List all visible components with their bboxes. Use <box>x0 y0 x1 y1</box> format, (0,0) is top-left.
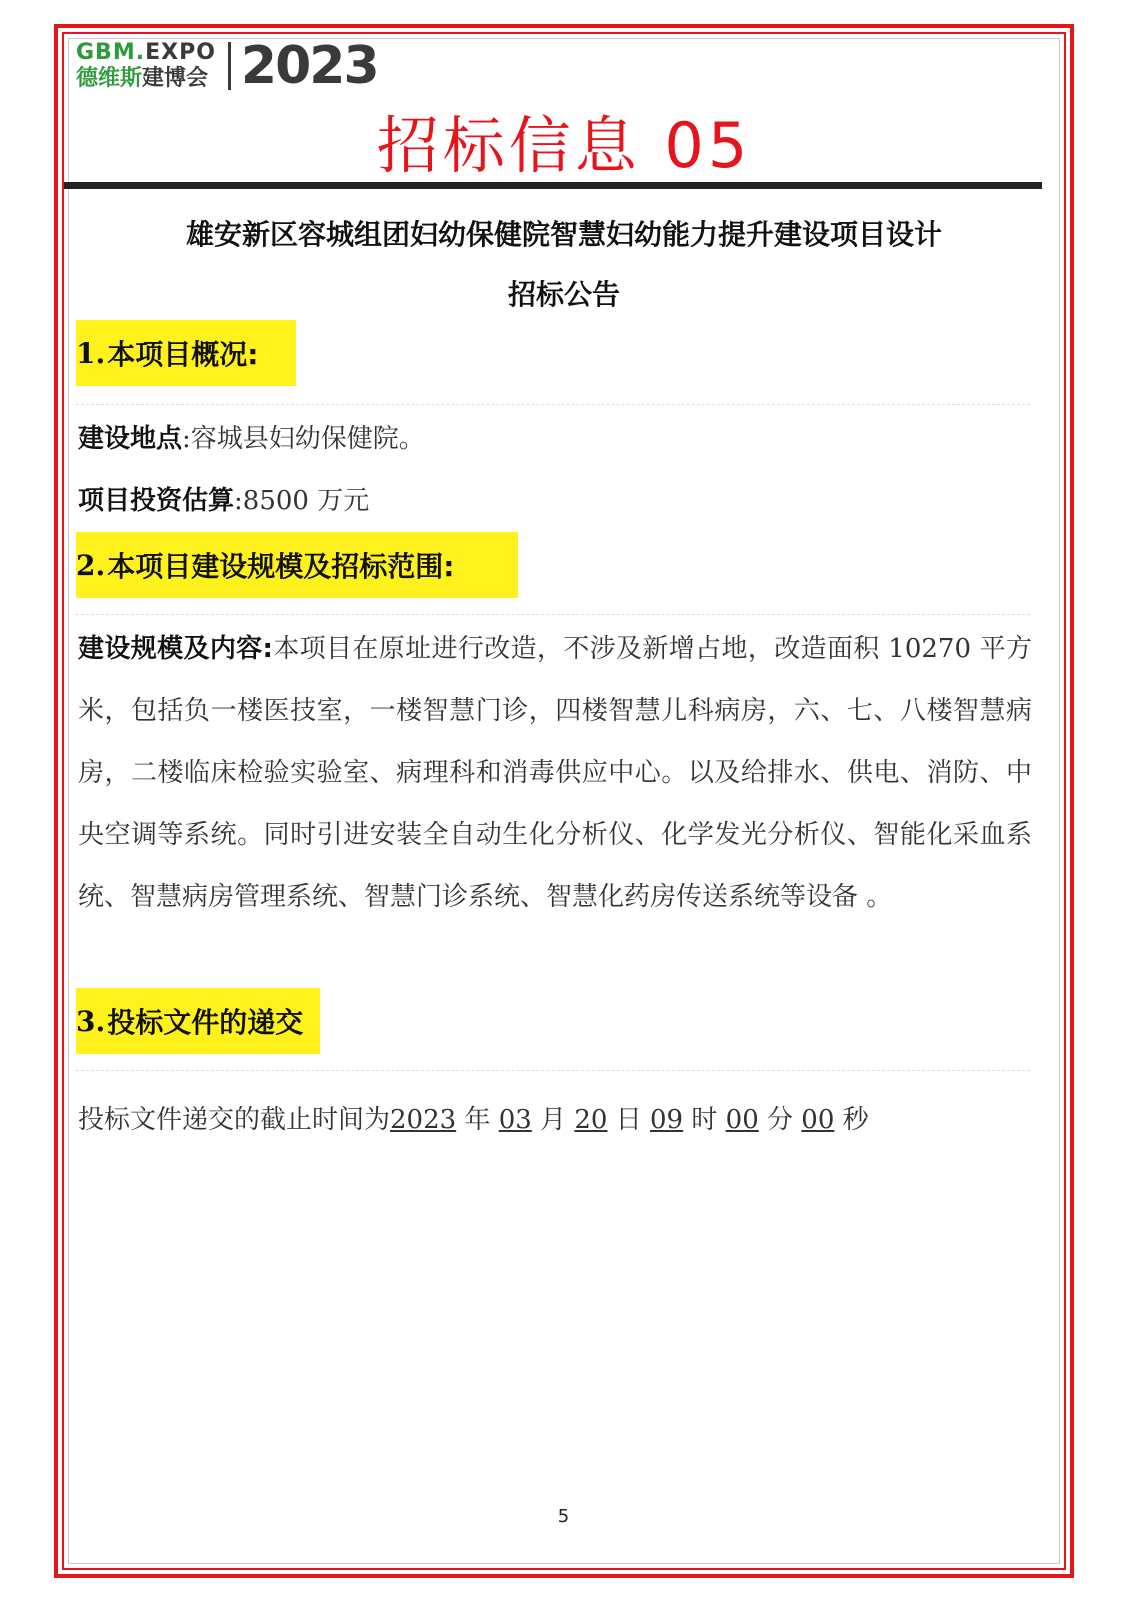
investment-label: 项目投资估算 <box>78 486 235 516</box>
section-3-divider <box>76 1070 1030 1071</box>
section-3-heading-text: 投标文件的递交 <box>107 1006 304 1039</box>
logo-brand-cn-dark: 建博会 <box>142 66 209 91</box>
logo-brand-cn <box>76 68 216 90</box>
deadline-line <box>78 1090 869 1150</box>
section-1-content <box>78 408 1032 532</box>
deadline-prefix: 投标文件递交的截止时间为 <box>78 1105 391 1135</box>
investment-value: 8500 万元 <box>242 486 370 516</box>
deadline-hour-unit: 时 <box>691 1105 718 1135</box>
location-sep: : <box>182 424 191 454</box>
deadline-second: 00 <box>801 1105 835 1135</box>
deadline-day-unit: 日 <box>615 1105 642 1135</box>
page-title: 招标信息 05 <box>376 109 752 182</box>
section-2-divider <box>76 614 1030 615</box>
deadline-second-unit: 秒 <box>842 1105 869 1135</box>
deadline-month: 03 <box>498 1105 532 1135</box>
header-rule <box>64 182 1042 189</box>
notice-title-line2: 招标公告 <box>507 278 620 311</box>
logo-brand-gbm: GBM. <box>76 40 146 65</box>
location-label: 建设地点 <box>78 424 183 454</box>
deadline-year: 2023 <box>390 1105 457 1135</box>
logo-divider <box>228 42 231 90</box>
logo-text-block <box>76 42 216 90</box>
section-2-number: 2. <box>76 548 106 582</box>
scope-label: 建设规模及内容: <box>78 634 273 664</box>
deadline-year-unit: 年 <box>464 1105 491 1135</box>
section-2-content <box>78 618 1032 928</box>
logo-brand-cn-green: 德维斯 <box>76 66 143 91</box>
deadline-day: 20 <box>574 1105 608 1135</box>
section-3-heading <box>76 988 320 1054</box>
section-1-heading <box>76 320 296 386</box>
section-1-heading-text: 本项目概况: <box>107 338 259 371</box>
section-2-heading-text: 本项目建设规模及招标范围: <box>107 550 455 583</box>
notice-title <box>78 205 1050 325</box>
page-number: 5 <box>557 1506 570 1527</box>
investment-line <box>78 470 1032 532</box>
location-value: 容城县妇幼保健院。 <box>190 424 425 454</box>
scope-text: 本项目在原址进行改造，不涉及新增占地，改造面积 10270 平方米，包括负一楼医技室，一楼智慧门诊，四楼智慧儿科病房，六、七、八楼智慧病房，二楼临床检验实验室、病理科和消毒供应中心。以及给排水、供电、消防、中央空调等系统。同时引进安装全自动生化分析仪、化学发光分析仪、智能化采血系统、智慧病房管理系统、智慧门诊系统、智慧化药房传送系统等设备 。 <box>78 634 1032 912</box>
logo-brand-en <box>76 42 216 64</box>
location-line <box>78 408 1032 470</box>
deadline-month-unit: 月 <box>540 1105 567 1135</box>
logo-year: 2023 <box>240 36 378 96</box>
section-1-divider <box>76 404 1030 405</box>
deadline-minute-unit: 分 <box>767 1105 794 1135</box>
section-2-heading <box>76 532 518 598</box>
section-1-number: 1. <box>76 336 106 370</box>
gbm-expo-logo <box>76 38 378 94</box>
notice-title-line1: 雄安新区容城组团妇幼保健院智慧妇幼能力提升建设项目设计 <box>185 218 942 251</box>
investment-sep: : <box>234 486 243 516</box>
section-3-number: 3. <box>76 1004 106 1038</box>
deadline-hour: 09 <box>650 1105 684 1135</box>
logo-brand-expo: EXPO <box>145 40 216 65</box>
deadline-minute: 00 <box>725 1105 759 1135</box>
